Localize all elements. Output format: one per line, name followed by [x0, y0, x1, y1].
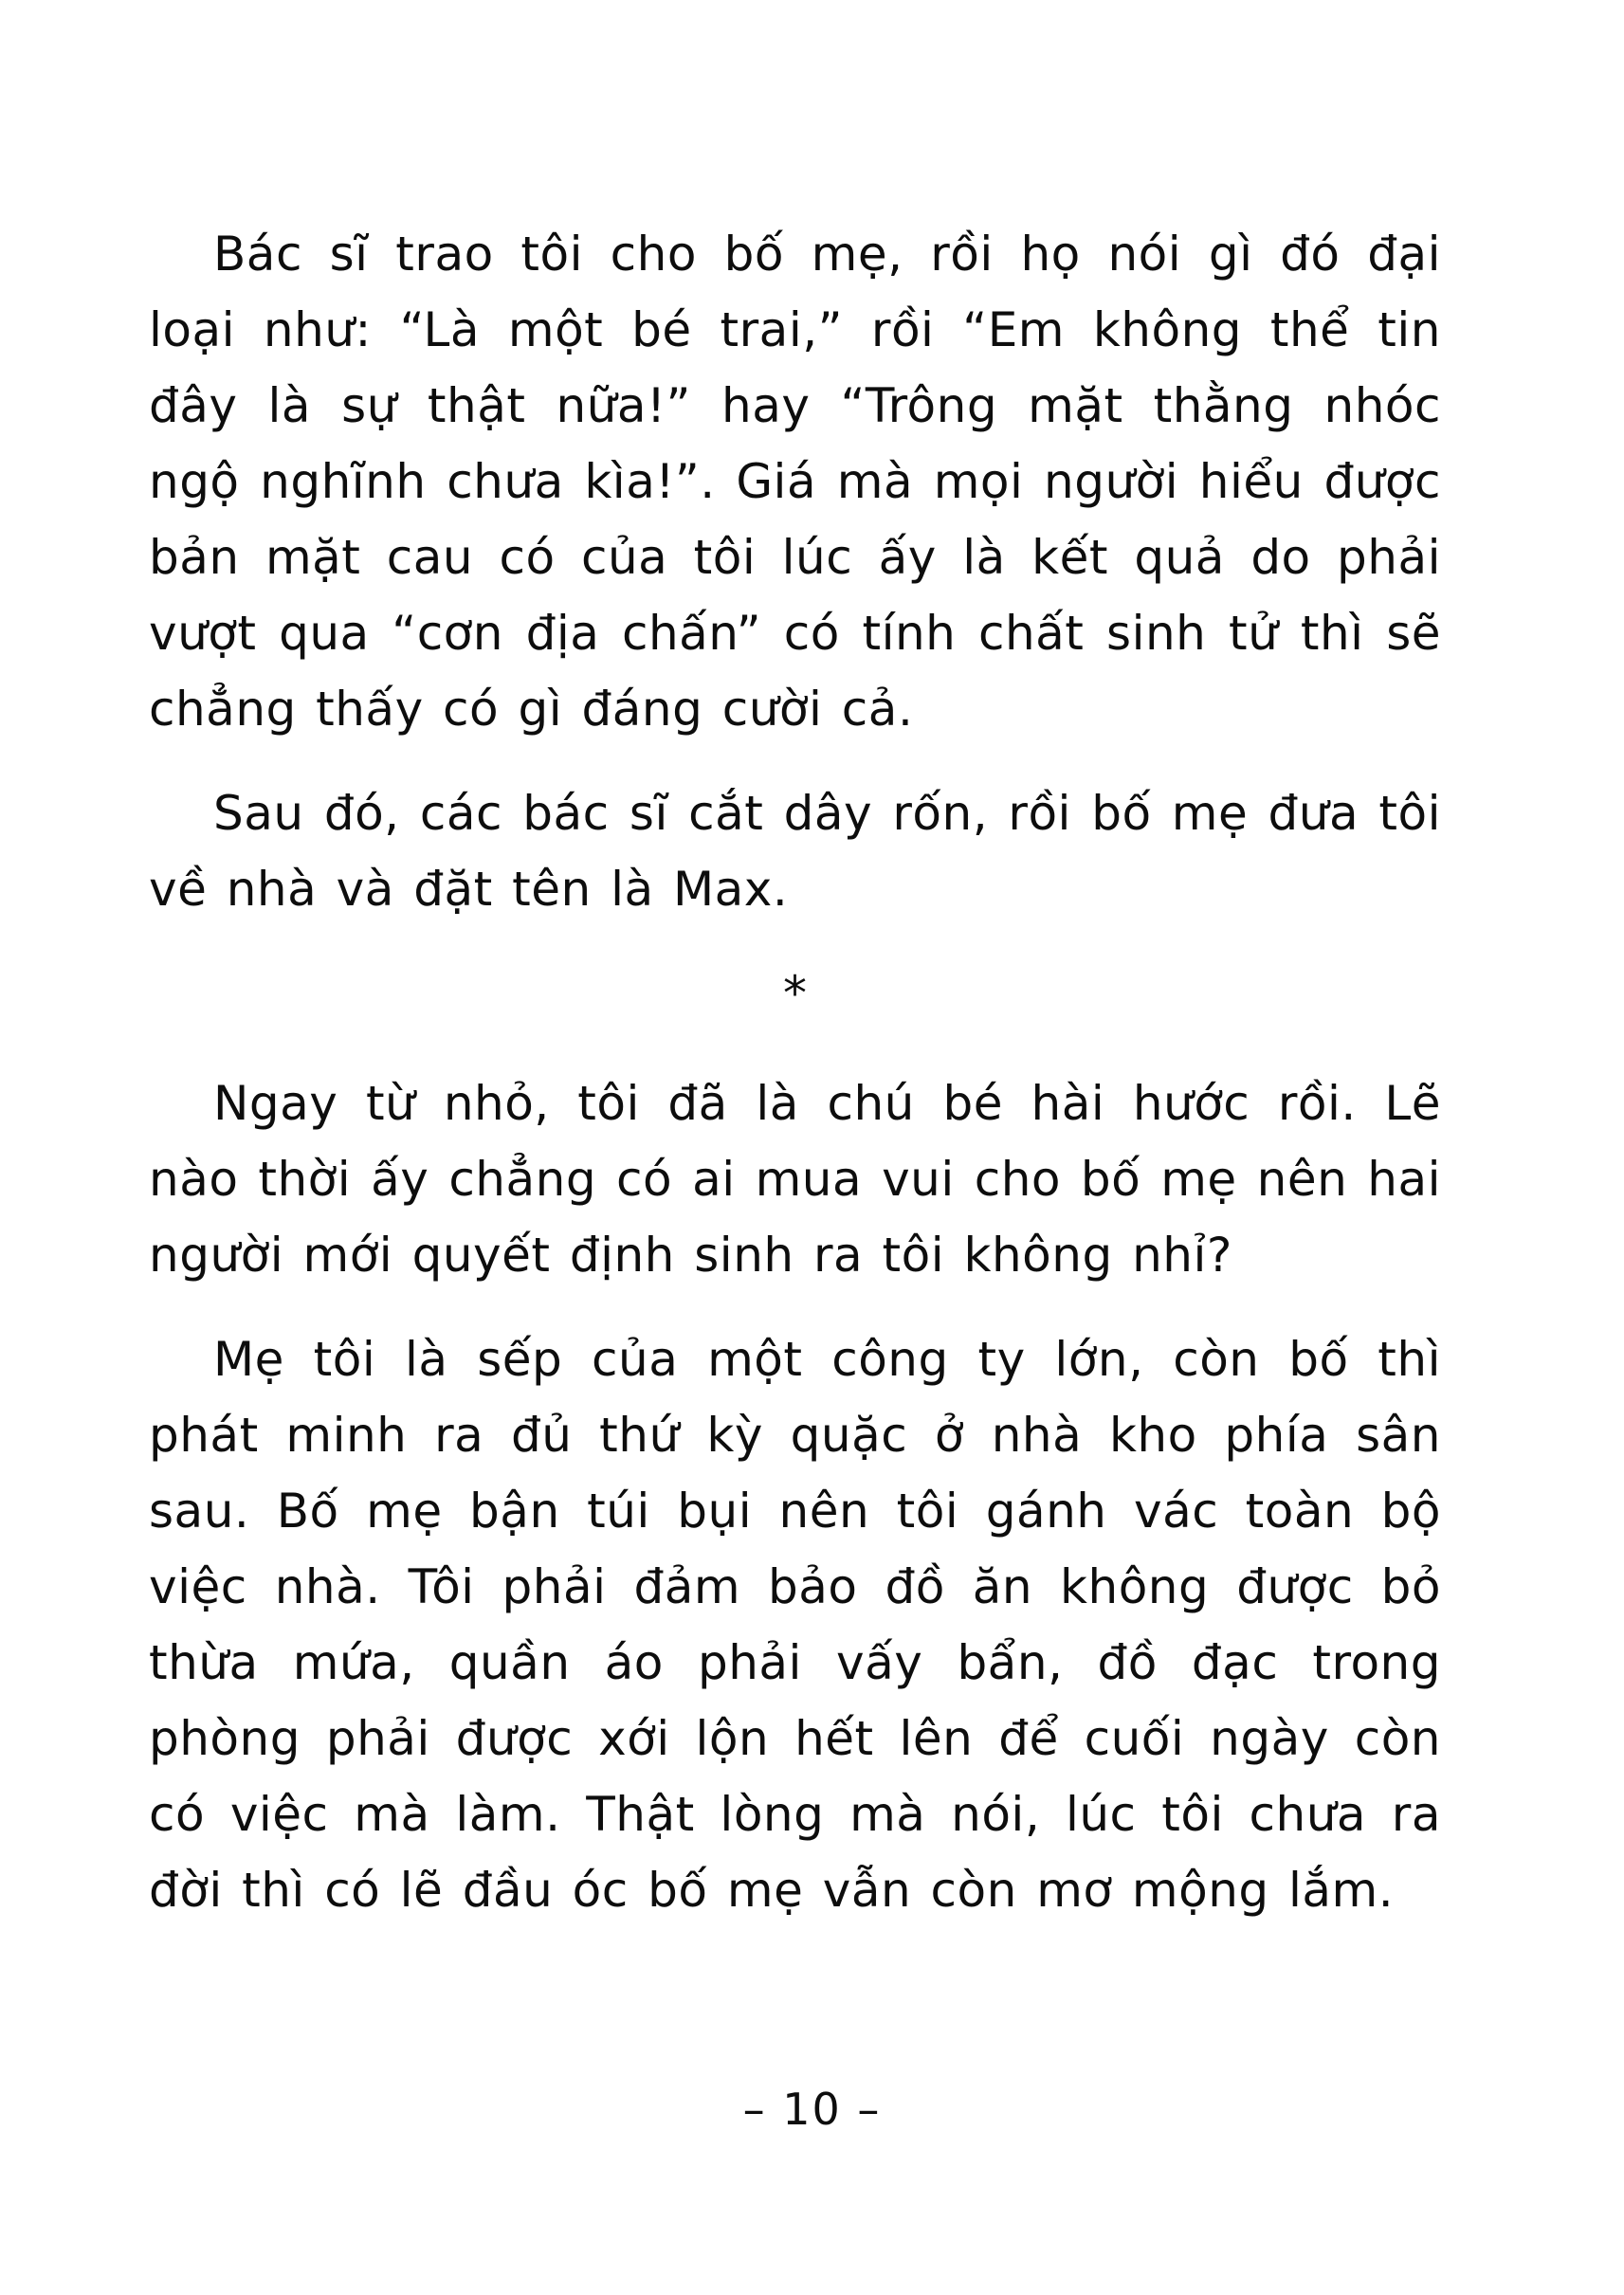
paragraph-funny-kid: Ngay từ nhỏ, tôi đã là chú bé hài hước rồi. Lẽ nào thời ấy chẳng có ai mua vui cho bố mẹ nên hai người mới quyết định sinh ra tôi không nhỉ?	[149, 1076, 1441, 1283]
page-number: – 10 –	[742, 2084, 882, 2135]
text-block	[149, 216, 1441, 1957]
paragraph-doctor-handover: Bác sĩ trao tôi cho bố mẹ, rồi họ nói gì đó đại loại như: “Là một bé trai,” rồi “Em không thể tin đây là sự thật nữa!” hay “Trông mặt thằng nhóc ngộ nghĩnh chưa kìa!”. Giá mà mọi người hiểu được bản mặt cau có của tôi lúc ấy là kết quả do phải vượt qua “cơn địa chấn” có tính chất sinh tử thì sẽ chẳng thấy có gì đáng cười cả.	[149, 227, 1441, 737]
paragraph-parents-jobs: Mẹ tôi là sếp của một công ty lớn, còn bố thì phát minh ra đủ thứ kỳ quặc ở nhà kho phía sân sau. Bố mẹ bận túi bụi nên tôi gánh vác toàn bộ việc nhà. Tôi phải đảm bảo đồ ăn không được bỏ thừa mứa, quần áo phải vấy bẩn, đồ đạc trong phòng phải được xới lộn hết lên để cuối ngày còn có việc mà làm. Thật lòng mà nói, lúc tôi chưa ra đời thì có lẽ đầu óc bố mẹ vẫn còn mơ mộng lắm.	[149, 1332, 1441, 1918]
section-separator-asterisk: *	[783, 966, 807, 1021]
paragraph-named-max: Sau đó, các bác sĩ cắt dây rốn, rồi bố mẹ đưa tôi về nhà và đặt tên là Max.	[149, 786, 1441, 917]
